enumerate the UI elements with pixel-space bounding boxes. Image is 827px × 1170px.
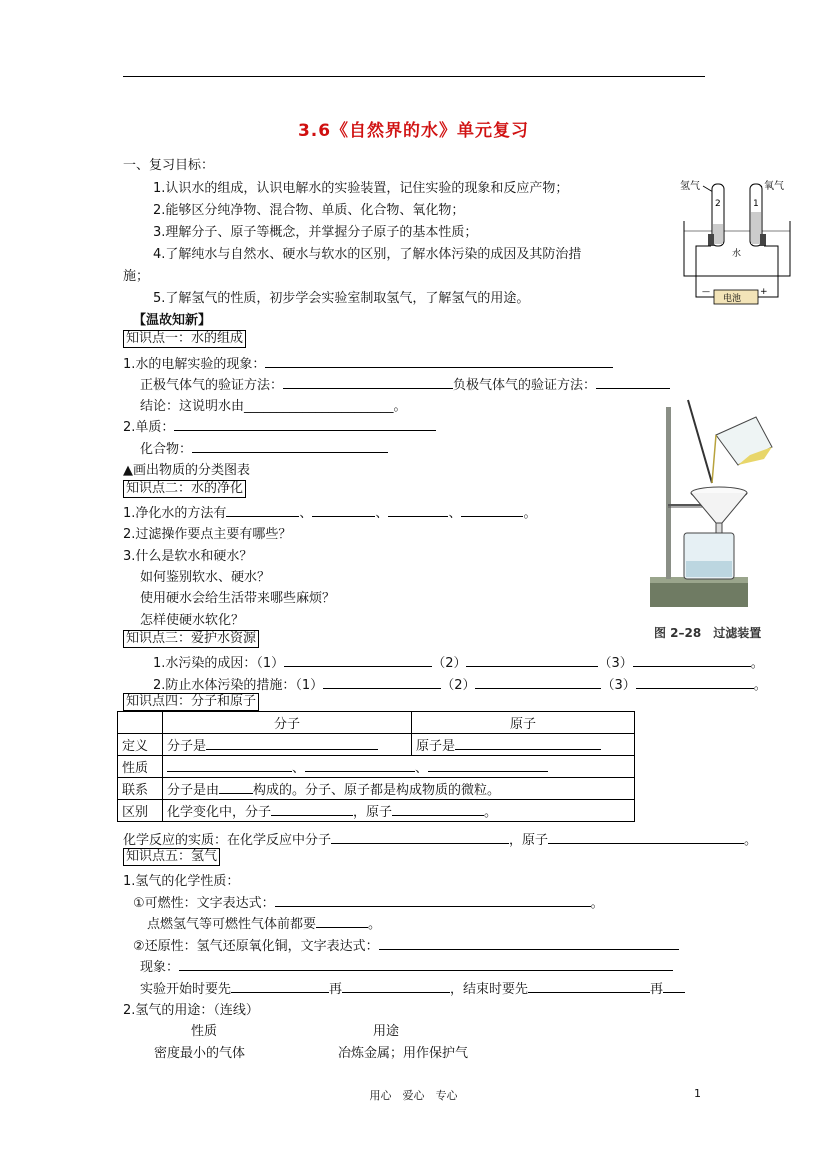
goal-item: 施；: [123, 269, 150, 284]
goal-item: 1.认识水的组成，认识电解水的实验装置，记住实验的现象和反应产物；: [153, 181, 569, 196]
kp5-ignite: 点燃氢气等可燃性气体前都要 。: [147, 917, 382, 932]
molecule-atom-table: [117, 711, 635, 822]
kp2-q3a: 如何鉴别软水、硬水？: [140, 570, 271, 585]
molecule-definition: 分子是: [163, 734, 412, 756]
properties-blanks: 、 、: [163, 756, 635, 778]
kp5-q2: 2.氢气的用途：（连线）: [123, 1003, 259, 1018]
kp1-verify: 正极气体气的验证方法： 负极气体气的验证方法：: [140, 374, 670, 393]
page-number: 1: [694, 1087, 701, 1100]
atom-definition: 原子是: [412, 734, 635, 756]
col-atom: 原子: [412, 712, 635, 734]
kp2-q3b: 使用硬水会给生活带来哪些麻烦？: [140, 591, 336, 606]
goal-item: 4.了解纯水与自然水、硬水与软水的区别，了解水体污染的成因及其防治措: [153, 247, 582, 262]
tube-number-right: 1: [753, 199, 759, 209]
col-property: 性质: [191, 1024, 218, 1039]
header-rule: [123, 76, 705, 77]
kp5-reduction: ②还原性：氢气还原氧化铜，文字表达式：: [133, 935, 679, 954]
tube-number-left: 2: [715, 199, 721, 209]
kp5-combustion: ①可燃性：文字表达式： 。: [133, 896, 604, 911]
kp4-label: 知识点四：分子和原子: [123, 693, 259, 711]
col-use: 用途: [373, 1024, 400, 1039]
goal-item: 2.能够区分纯净物、混合物、单质、化合物、氧化物；: [153, 203, 465, 218]
page-footer: 用心 爱心 专心: [369, 1089, 458, 1102]
relation-text: 分子是由 构成的。分子、原子都是构成物质的微粒。: [163, 778, 635, 800]
kp2-q2: 2.过滤操作要点主要有哪些？: [123, 527, 292, 542]
minus-label: —: [702, 287, 710, 296]
kp1-compound: 化合物：: [140, 438, 388, 457]
reaction-essence: 化学反应的实质：在化学反应中分子 ，原子 。: [123, 833, 758, 848]
page-title: 3.6《自然界的水》单元复习: [297, 121, 530, 141]
kp3-q1: 1.水污染的成因：（1） （2） （3） 。: [153, 656, 764, 671]
plus-label: +: [760, 287, 768, 297]
goal-item: 3.理解分子、原子等概念，并掌握分子原子的基本性质；: [153, 225, 478, 240]
row-definition: 定义: [118, 734, 163, 756]
filtration-apparatus-figure: [646, 395, 774, 613]
filter-caption: 图 2–28 过滤装置: [654, 626, 762, 640]
kp5-phenomenon: 现象：: [140, 956, 673, 975]
kp1-chart-task: ▲画出物质的分类图表: [123, 463, 250, 478]
kp5-label: 知识点五：氢气: [123, 848, 220, 866]
kp5-experiment-order: 实验开始时要先 再 ，结束时要先 再: [140, 978, 685, 997]
electrolysis-apparatus-figure: [676, 176, 798, 308]
kp2-q1: 1.净化水的方法有 、 、 、 。: [123, 506, 537, 521]
kp1-label: 知识点一：水的组成: [123, 330, 246, 348]
row-properties: 性质: [118, 756, 163, 778]
kp2-q3: 3.什么是软水和硬水？: [123, 549, 253, 564]
kp3-label: 知识点三：爱护水资源: [123, 630, 259, 648]
difference-text: 化学变化中，分子 ，原子 。: [163, 800, 635, 822]
goal-item: 5.了解氢气的性质，初步学会实验室制取氢气，了解氢气的用途。: [153, 291, 530, 306]
review-label: 【温故知新】: [133, 313, 212, 328]
hydrogen-label: 氢气: [680, 181, 700, 192]
water-label: 水: [732, 249, 742, 259]
use-item: 冶炼金属；用作保护气: [338, 1046, 469, 1061]
property-item: 密度最小的气体: [154, 1046, 246, 1061]
goals-heading: 一、复习目标：: [123, 158, 215, 173]
kp1-q2: 2.单质：: [123, 416, 436, 435]
kp1-q1: 1.水的电解实验的现象：: [123, 353, 613, 372]
kp5-q1: 1.氢气的化学性质：: [123, 874, 240, 889]
kp3-q2: 2.防止水体污染的措施：（1） （2） （3） 。: [153, 678, 767, 693]
col-molecule: 分子: [163, 712, 412, 734]
kp2-label: 知识点二：水的净化: [123, 480, 246, 498]
oxygen-label: 氧气: [764, 181, 784, 192]
row-difference: 区别: [118, 800, 163, 822]
kp2-q3c: 怎样使硬水软化？: [140, 613, 245, 628]
row-relation: 联系: [118, 778, 163, 800]
battery-label: 电池: [723, 294, 742, 304]
kp1-conclusion: 结论：这说明水由_______________________。: [140, 399, 407, 414]
